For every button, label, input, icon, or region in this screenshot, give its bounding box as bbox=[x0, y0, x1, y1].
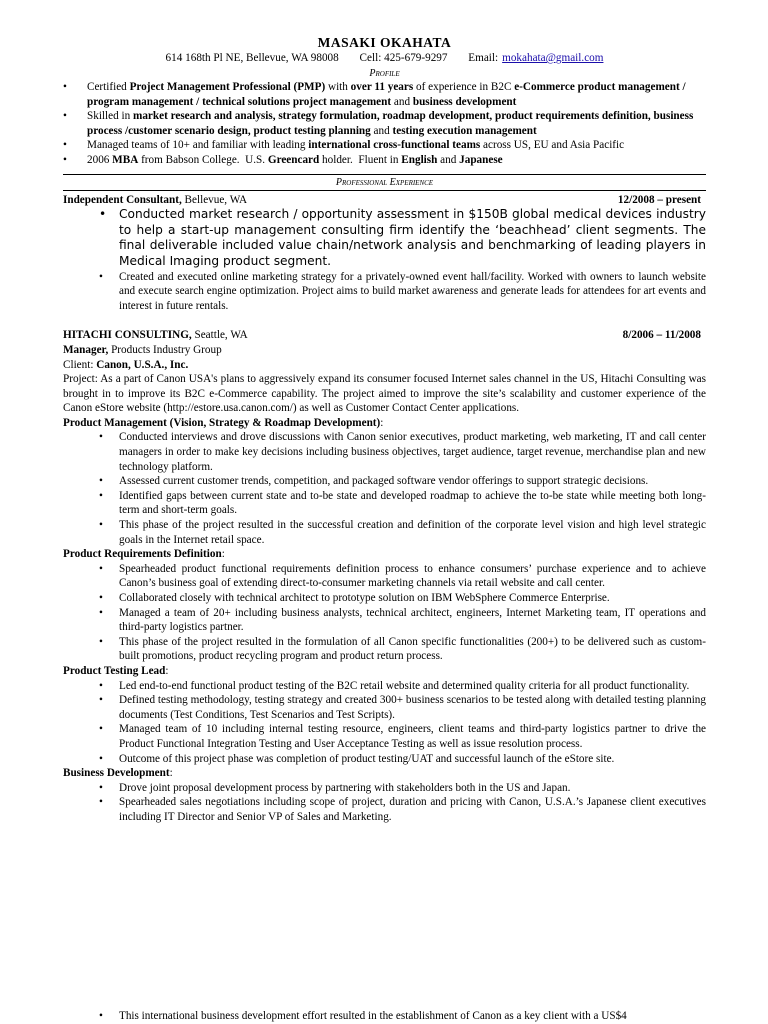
job1-bullets bbox=[63, 207, 706, 269]
section-bullets bbox=[63, 562, 706, 664]
section-bullets bbox=[63, 781, 706, 825]
job-bullet: • Drove joint proposal development process by partnering with stakeholders both in the US and Japan. bbox=[63, 781, 706, 796]
profile-item: • Certified Project Management Professional (PMP) with over 11 years of experience in B2C e-Commerce product management / program management / technical solutions project management and business development bbox=[63, 80, 706, 109]
job-bullet: • Spearheaded sales negotiations including scope of project, duration and pricing with Canon, U.S.A.’s Japanese client executives including IT Director and Senior VP of Sales and Marketing. bbox=[63, 795, 706, 824]
job-dates: 8/2006 – 11/2008 bbox=[622, 329, 701, 342]
job-bullet: • Assessed current customer trends, competition, and packaged software vendor offerings to support strategic decisions. bbox=[63, 474, 706, 489]
job-header bbox=[63, 328, 706, 343]
address: 614 168th Pl NE, Bellevue, WA 98008 bbox=[165, 52, 339, 64]
job-location: Seattle, WA bbox=[191, 329, 248, 342]
profile-item: • Managed teams of 10+ and familiar with leading international cross-functional teams across US, EU and Asia Pacific bbox=[63, 138, 706, 153]
job-bullet: • Defined testing methodology, testing strategy and created 300+ business scenarios to be tested along with detailed testing planning documents (Test Conditions, Test Scenarios and Test Scripts). bbox=[63, 693, 706, 722]
project-description: Project: As a part of Canon USA's plans to aggressively expand its consumer focused Internet sales channel in the US, Hitachi Consulting was brought in to improve its B2C e-Commerce capability. The project aimed to improve the site’s scalability and customer experience of the Canon eStore website (http://estore.usa.canon.com/) as well as Customer Contact Center applications. bbox=[63, 373, 706, 415]
employer: Independent Consultant, bbox=[63, 193, 182, 206]
cell-phone: Cell: 425-679-9297 bbox=[359, 52, 448, 64]
job-role bbox=[63, 343, 706, 358]
section-bullets bbox=[63, 430, 706, 547]
client-label: Client: bbox=[63, 358, 97, 371]
section-heading: Product Testing Lead: bbox=[63, 664, 169, 677]
job-location: Bellevue, WA bbox=[181, 193, 248, 206]
job-bullet: • Conducted interviews and drove discussions with Canon senior executives, product marketing, web marketing, IT and call center managers in order to make key decisions including business objectives, target audience, target revenue, merchandise plan and new technology platform. bbox=[63, 430, 706, 474]
email-link[interactable]: mokahata@gmail.com bbox=[502, 52, 604, 64]
email-label: Email: bbox=[468, 52, 499, 64]
job-employer-line bbox=[63, 328, 248, 343]
job-bullet: • Spearheaded product functional requirements definition process to enhance consumers’ purchase experience and to achieve Canon’s business goal of extending direct-to-consumer marketing channels via retail website and call center. bbox=[63, 562, 706, 591]
section-heading: Business Development: bbox=[63, 767, 173, 780]
job-bullet: • Conducted market research / opportunity assessment in $150B global medical devices industry to help a start-up management consulting firm identify the ‘beachhead’ client segments. The final deliverable included value chain/network analysis and benchmarking of leading players in Medical Imaging product segment. bbox=[63, 207, 706, 269]
job-bullet: • Created and executed online marketing strategy for a privately-owned event hall/facility. Worked with owners to launch website and execute search engine optimization. Project aims to build market awareness and generate leads for attendees for art events and interest in future rentals. bbox=[63, 270, 706, 314]
job-bullet: • This phase of the project resulted in the formulation of all Canon specific functionalities (200+) to be delivered such as custom-built promotions, product recycling program and product return process. bbox=[63, 635, 706, 664]
section-heading: Product Requirements Definition: bbox=[63, 548, 225, 561]
experience-title: Professional Experience bbox=[335, 176, 434, 188]
job-bullet: • Collaborated closely with technical architect to prototype solution on IBM WebSphere Commerce Enterprise. bbox=[63, 591, 706, 606]
job1-bullets-2 bbox=[63, 270, 706, 314]
job-bullet: • Managed a team of 20+ including business analysts, technical architect, engineers, Internet Marketing team, IT operations and third-party logistics partner. bbox=[63, 606, 706, 635]
job-bullet: • Identified gaps between current state and to-be state and developed roadmap to achieve the to-be state while meeting both long-term and short-term goals. bbox=[63, 489, 706, 518]
email-group bbox=[468, 52, 603, 64]
role-group: Products Industry Group bbox=[108, 343, 222, 356]
profile-title: Profile bbox=[369, 68, 400, 79]
job-bullet: • Managed team of 10 including internal testing resource, engineers, client teams and third-party logistics partner to drive the Product Functional Integration Testing and User Acceptance Testing as well as issue resolution process. bbox=[63, 722, 706, 751]
section-divider bbox=[63, 190, 706, 191]
job-bullet: • Outcome of this project phase was completion of product testing/UAT and successful launch of the eStore site. bbox=[63, 752, 706, 767]
job-bullet: • Led end-to-end functional product testing of the B2C retail website and determined quality criteria for all product functionality. bbox=[63, 679, 706, 694]
role-title: Manager, bbox=[63, 343, 109, 356]
job-employer-line bbox=[63, 193, 247, 208]
employer: HITACHI CONSULTING, bbox=[63, 329, 192, 342]
job-bullet: • This phase of the project resulted in the successful creation and definition of the corporate level vision and high level strategic goals in the Internet retail space. bbox=[63, 518, 706, 547]
section-divider bbox=[63, 174, 706, 175]
page-bottom-bullets bbox=[63, 1009, 706, 1024]
job-dates: 12/2008 – present bbox=[617, 193, 701, 206]
spacer bbox=[63, 313, 706, 327]
section-bullets bbox=[63, 679, 706, 767]
client-name: Canon, U.S.A., Inc. bbox=[96, 358, 189, 371]
section-heading: Product Management (Vision, Strategy & Roadmap Development): bbox=[63, 416, 384, 429]
candidate-name: MASAKI OKAHATA bbox=[317, 35, 452, 50]
job-header bbox=[63, 193, 706, 208]
profile-list bbox=[63, 80, 706, 168]
resume-page bbox=[63, 34, 706, 825]
job-bullet: • This international business development effort resulted in the establishment of Canon as a key client with a US$4 bbox=[63, 1009, 706, 1024]
profile-item: • 2006 MBA from Babson College. U.S. Greencard holder. Fluent in English and Japanese bbox=[63, 153, 706, 168]
client-line bbox=[63, 358, 706, 373]
profile-item: • Skilled in market research and analysis, strategy formulation, roadmap development, product requirements definition, business process /customer scenario design, product testing planning and testing execution management bbox=[63, 109, 706, 138]
contact-line bbox=[63, 51, 706, 65]
